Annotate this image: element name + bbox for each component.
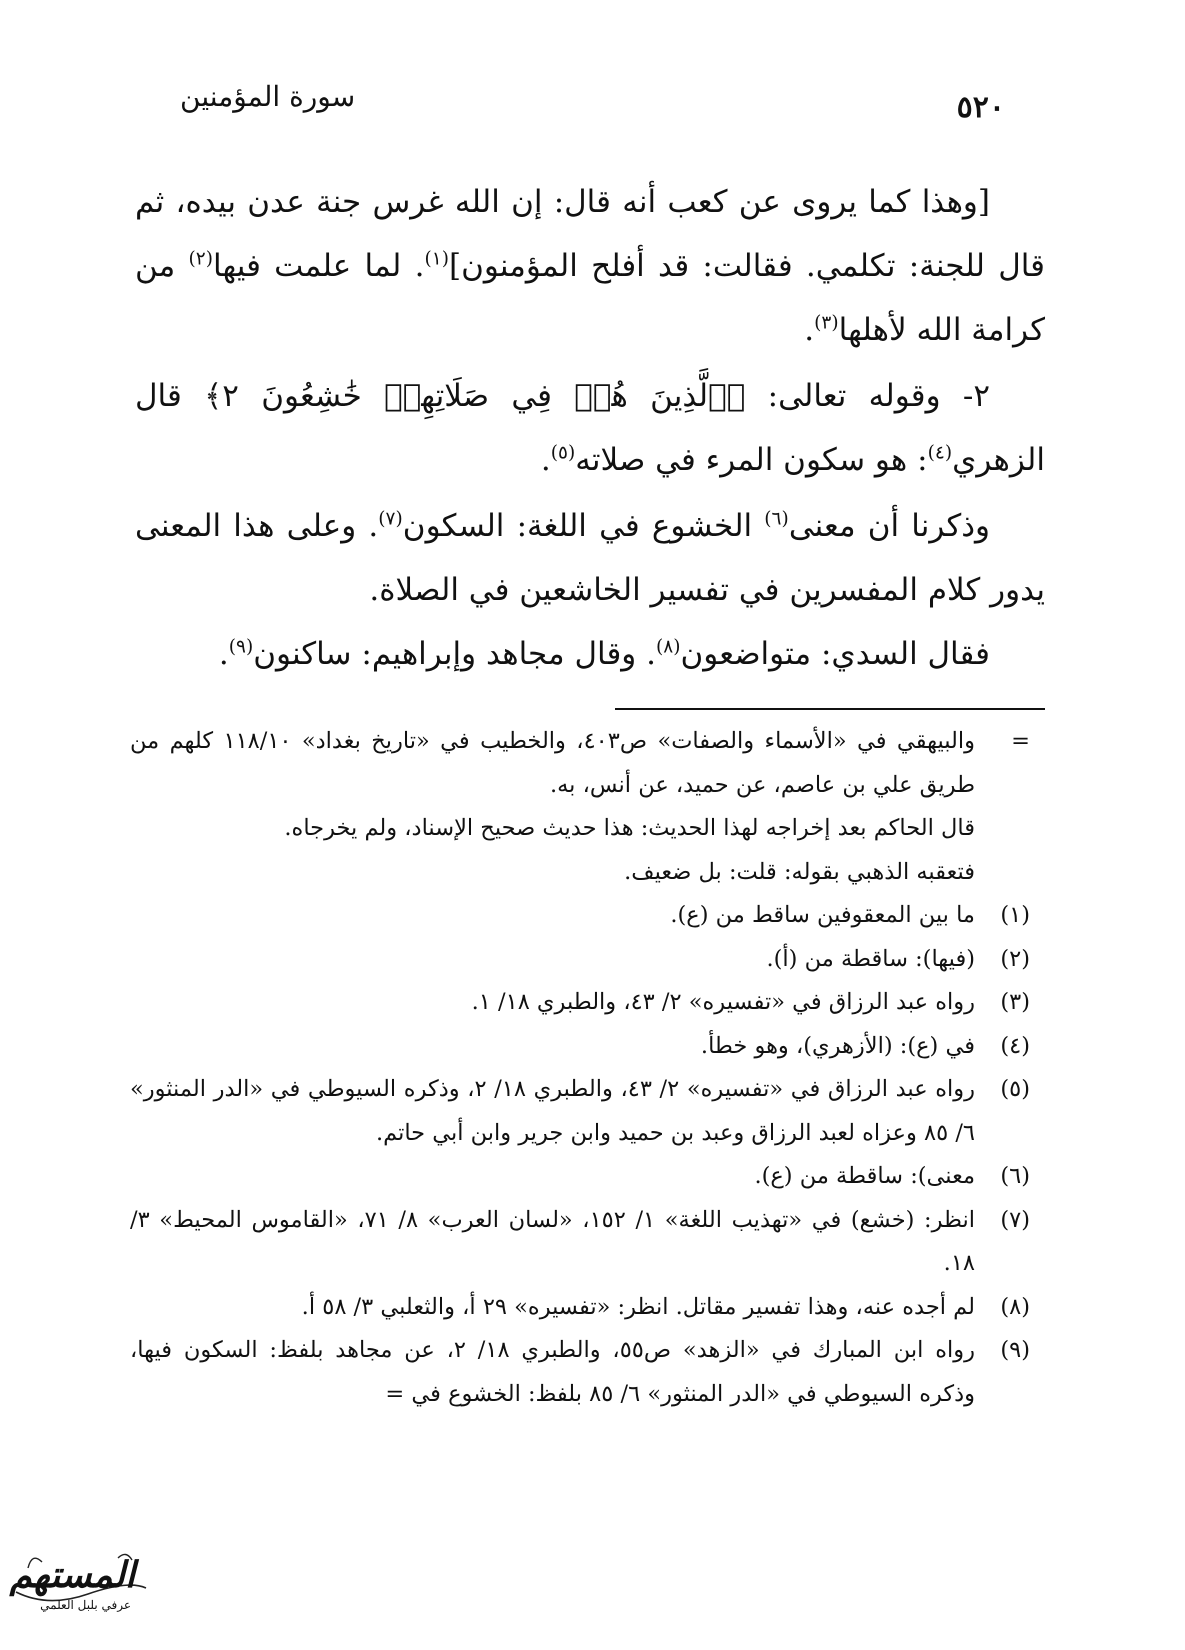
footnote-number: (٩) — [1000, 1337, 1030, 1363]
footnote-text: انظر: (خشع) في «تهذيب اللغة» ١/ ١٥٢، «لسان العرب» ٨/ ٧١، «القاموس المحيط» ٣/ ١٨. — [130, 1206, 975, 1276]
footnote-ref-8[interactable]: (٨) — [655, 636, 681, 658]
footnote-number: (١) — [1000, 902, 1030, 928]
main-text — [135, 170, 1045, 686]
footnote-3 — [130, 981, 1030, 1025]
footnote-ref-3[interactable]: (٣) — [814, 312, 839, 334]
footnote-dhahabi — [130, 851, 1030, 895]
footnote-number: (٥) — [1000, 1076, 1030, 1102]
footnote-number: (٧) — [1000, 1206, 1030, 1233]
footnote-ref-1[interactable]: (١) — [424, 248, 449, 270]
paragraph-kaab — [135, 170, 1045, 362]
footnote-text: رواه ابن المبارك في «الزهد» ص٥٥، والطبري ١٨/ ٢، عن مجاهد بلفظ: السكون فيها، وذكره السيوطي في «الدر المنثور» ٦/ ٨٥ بلفظ: الخشوع في = — [130, 1337, 975, 1407]
footnote-separator — [615, 708, 1045, 710]
footnote-number: (٨) — [1000, 1293, 1030, 1320]
footnote-ref-9[interactable]: (٩) — [228, 636, 254, 658]
footnote-hakim — [130, 807, 1030, 851]
footnote-number: (٣) — [1000, 989, 1030, 1015]
footnote-5 — [130, 1068, 1030, 1155]
footnote-text: معنى): ساقطة من (ع). — [754, 1163, 975, 1189]
footnote-8 — [130, 1286, 1030, 1330]
footnote-text: لم أجده عنه، وهذا تفسير مقاتل. انظر: «تفسيره» ٢٩ أ، والثعلبي ٣/ ٥٨ أ. — [301, 1293, 975, 1320]
text-segment: . — [540, 442, 551, 478]
paragraph-khushu-meaning — [135, 494, 1045, 622]
text-segment: الخشوع في اللغة: السكون — [402, 508, 765, 544]
dhahabi-text: فتعقبه الذهبي بقوله: قلت: بل ضعيف. — [624, 858, 975, 885]
text-segment: ٢- وقوله تعالى: ﴿ٱلَّذِينَ هُمۡ فِي صَلَاتِهِمۡ خَٰشِعُونَ ٢﴾ قال الزهري — [135, 378, 1045, 478]
stamp-logo-text: المستهم — [9, 1554, 135, 1596]
footnote-7 — [130, 1199, 1030, 1286]
footnote-number: (٤) — [1000, 1032, 1030, 1059]
footnote-2 — [130, 938, 1030, 982]
footnote-text: رواه عبد الرزاق في «تفسيره» ٢/ ٤٣، والطبري ١٨/ ٢، وذكره السيوطي في «الدر المنثور» ٦/ ٨٥ وعزاه لعبد الرزاق وعبد بن حميد وابن جرير وابن أبي حاتم. — [130, 1076, 976, 1146]
text-segment: . لما علمت فيها — [213, 248, 425, 284]
hakim-text: قال الحاكم بعد إخراجه لهذا الحديث: هذا حديث صحيح الإسناد، ولم يخرجاه. — [284, 815, 975, 841]
page-header — [180, 80, 1005, 125]
footnote-text: (فيها): ساقطة من (أ). — [766, 945, 975, 972]
text-segment: وذكرنا أن معنى — [788, 508, 990, 544]
surah-title: سورة المؤمنين — [180, 80, 356, 113]
continuation-marker: = — [1011, 728, 1030, 754]
page-number: ٥٢٠ — [956, 90, 1005, 125]
footnote-9 — [130, 1329, 1030, 1416]
text-segment: . — [218, 636, 229, 672]
text-segment: . وعلى هذا المعنى يدور كلام المفسرين في تفسير الخاشعين في الصلاة. — [135, 508, 1045, 608]
text-segment: . — [804, 312, 815, 348]
paragraph-suddi — [135, 622, 1045, 686]
footnote-ref-5[interactable]: (٥) — [550, 442, 576, 464]
text-segment: فقال السدي: متواضعون — [680, 636, 990, 672]
footnote-text: ما بين المعقوفين ساقط من (ع). — [670, 902, 975, 928]
text-segment: : هو سكون المرء في صلاته — [575, 442, 928, 478]
footnote-number: (٢) — [1000, 945, 1030, 972]
text-segment: من كرامة الله لأهلها — [135, 248, 1045, 348]
footnote-text: في (ع): (الأزهري)، وهو خطأ. — [700, 1032, 975, 1059]
footnote-ref-6[interactable]: (٦) — [764, 508, 789, 530]
continuation-text: والبيهقي في «الأسماء والصفات» ص٤٠٣، والخطيب في «تاريخ بغداد» ١١٨/١٠ كلهم من طريق علي بن عاصم، عن حميد، عن أنس، به. — [130, 728, 975, 798]
footnote-ref-2[interactable]: (٢) — [188, 248, 213, 270]
library-stamp — [8, 1548, 153, 1624]
footnote-4 — [130, 1025, 1030, 1069]
paragraph-verse-2 — [135, 364, 1045, 492]
footnote-1 — [130, 894, 1030, 938]
footnote-ref-4[interactable]: (٤) — [927, 442, 953, 464]
text-segment: . وقال مجاهد وإبراهيم: ساكنون — [253, 636, 656, 672]
footnotes — [130, 720, 1030, 1416]
stamp-caption: عرفي بلبل العلمي — [40, 1598, 131, 1612]
footnote-ref-7[interactable]: (٧) — [378, 508, 403, 530]
footnote-text: رواه عبد الرزاق في «تفسيره» ٢/ ٤٣، والطبري ١٨/ ١. — [471, 989, 975, 1015]
text-segment: [وهذا كما يروى عن كعب أنه قال: إن الله غرس جنة عدن بيده، ثم قال للجنة: تكلمي. فقالت: قد أفلح المؤمنون] — [135, 184, 1045, 284]
footnote-6 — [130, 1155, 1030, 1199]
footnote-continuation — [130, 720, 1030, 807]
footnote-number: (٦) — [1000, 1163, 1030, 1189]
